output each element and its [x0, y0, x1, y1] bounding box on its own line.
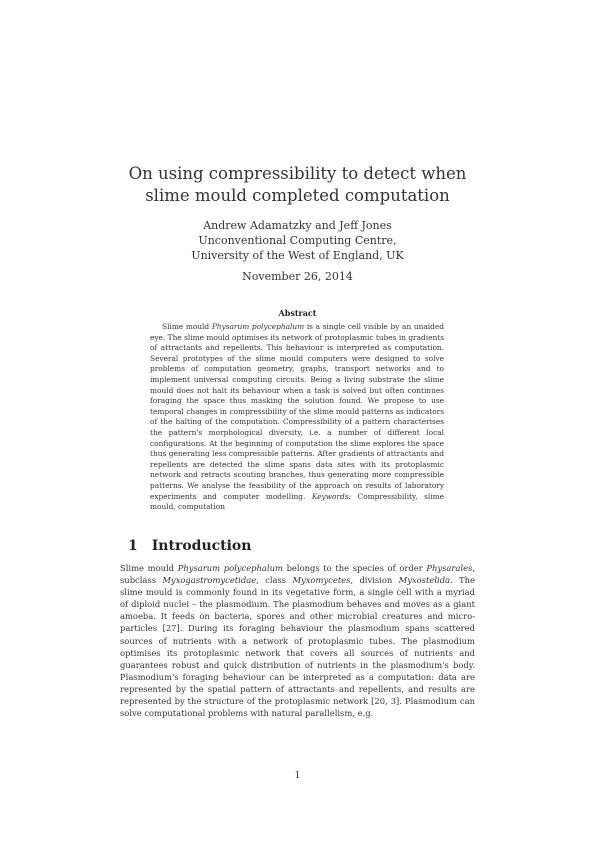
- paper-date: November 26, 2014: [242, 270, 353, 283]
- introduction-paragraph: [120, 562, 475, 719]
- intro-subclass-name: Myxogastromycetidae: [162, 575, 257, 586]
- abstract-heading: Abstract: [278, 308, 317, 318]
- intro-species-name: Physarum polycephalum: [177, 563, 283, 573]
- section-heading: [128, 538, 251, 554]
- keywords-label: Keywords:: [311, 491, 352, 501]
- abstract-text: [150, 322, 444, 513]
- keywords-list: Compressibility, slime mould, computation: [150, 491, 444, 512]
- intro-division-name: Myxostelida: [398, 575, 451, 586]
- section-number: 1: [128, 538, 138, 554]
- affiliation-line-1: Unconventional Computing Centre,: [198, 234, 397, 247]
- intro-text-part: , class: [256, 575, 293, 586]
- abstract-text-part: is a single cell visible by an unaided eye. The slime mould optimises its network of protoplasmic tubes in gradients of attractants and repellents. This behaviour is interpreted as computation. Several prototypes of the slime mould computers were designed to solve problems of computation geometry, graphs, transport networks and to implement universal computing circuits. Being a living substrate the slime mould does not halt its behaviour when a task is solved but often continues foraging the space thus masking the solution found. We propose to use temporal changes in compressibility of the slime mould patterns as indicators of the halting of the computation. Compressibility of a pattern characterises the pattern's morphological diversity, i.e. a number of different local configurations. At the beginning of computation the slime explores the space thus generating less compressible patterns. After gradients of attractants and repellents are detected the slime spans data sites with its protoplasmic network and retracts scouting branches, thus generating more compressible patterns. We analyse the feasibility of the approach on results of laboratory experiments and computer modelling.: [150, 322, 444, 501]
- intro-text-part: , division: [350, 575, 399, 586]
- intro-text-part: , subclass: [120, 563, 475, 586]
- author-block: [150, 218, 445, 263]
- intro-text-part: Slime mould: [120, 563, 178, 573]
- section-title: Introduction: [151, 538, 252, 554]
- abstract-text-part: Slime mould: [162, 322, 212, 331]
- affiliation-line-2: University of the West of England, UK: [191, 249, 404, 262]
- author-names: Andrew Adamatzky and Jeff Jones: [203, 219, 392, 232]
- intro-text-part: . The slime mould is commonly found in its vegetative form, a single cell with a myriad of diploid nuclei – the plasmodium. The plasmodium behaves and moves as a giant amoeba. It feeds on bacteria, spores and other microbial creatures and micro-particles [27]. During its foraging behaviour the plasmodium spans scattered sources of nutrients with a network of protoplasmic tubes. The plasmodium optimises its protoplasmic network that covers all sources of nutrients and guarantees robust and quick distribution of nutrients in the plasmodium's body. Plasmodium's foraging behaviour can be interpreted as a computation: data are represented by the spatial pattern of attractants and repellents, and results are represented by the structure of the protoplasmic network [20, 3]. Plasmodium can solve computational problems with natural parallelism, e.g.: [120, 575, 475, 719]
- intro-order-name: Physarales: [426, 563, 473, 573]
- abstract-species-name: Physarum polycephalum: [211, 322, 305, 331]
- intro-text-part: belongs to the species of order: [282, 563, 427, 573]
- intro-class-name: Myxomycetes: [292, 575, 351, 586]
- page-number: 1: [294, 771, 301, 781]
- paper-title: On using compressibility to detect when slime mould completed computation: [128, 164, 467, 205]
